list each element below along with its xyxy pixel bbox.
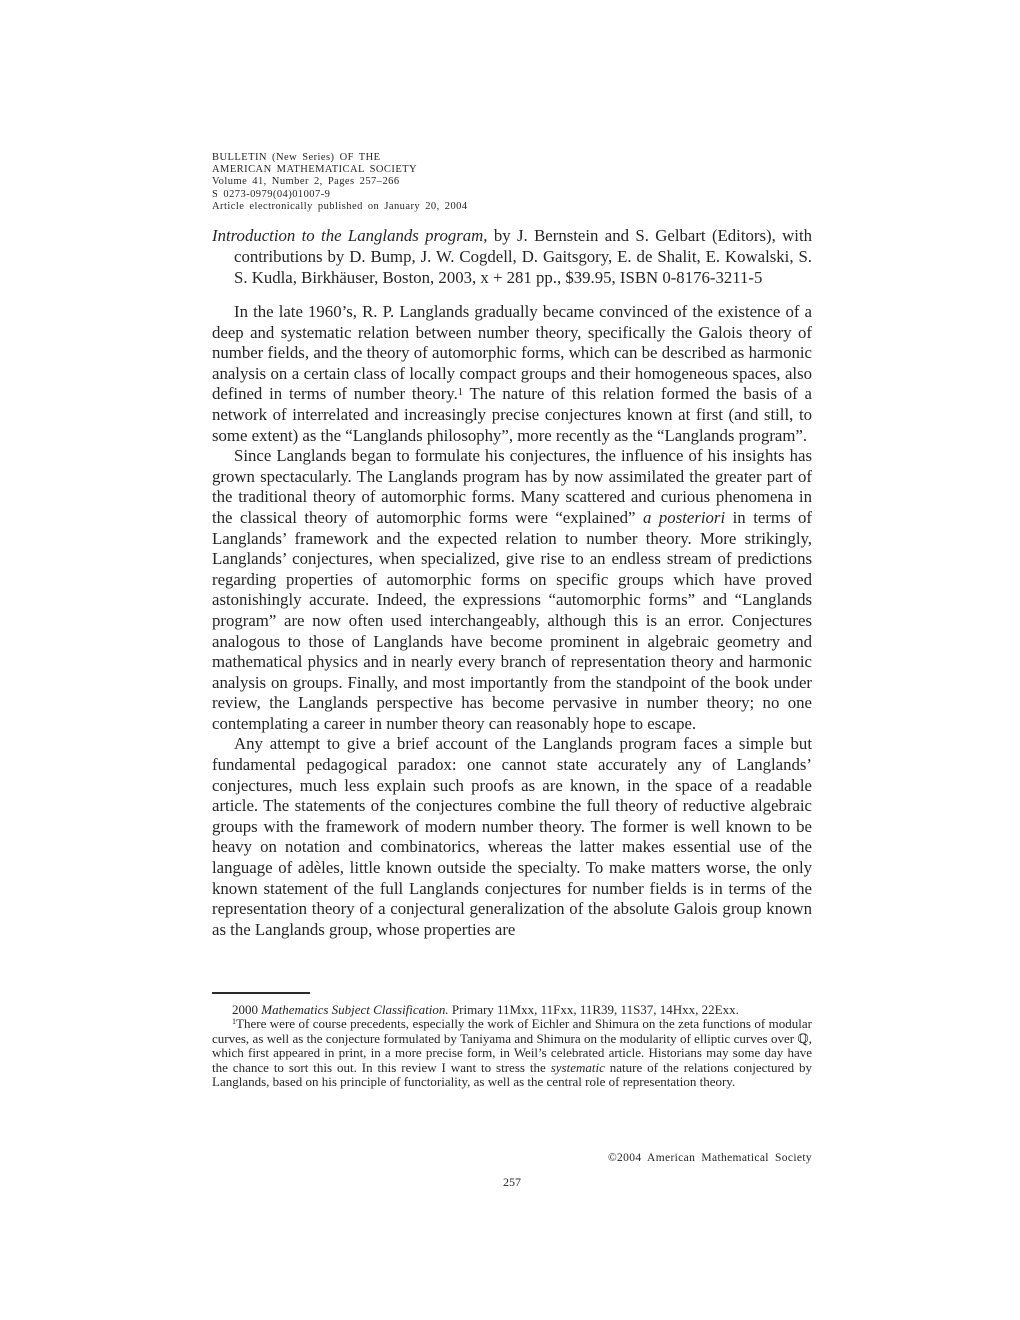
journal-header-line: Volume 41, Number 2, Pages 257–266: [212, 176, 400, 188]
journal-header-line: S 0273-0979(04)01007-9: [212, 188, 331, 200]
journal-header-line: Article electronically published on January 20, 2004: [212, 200, 468, 212]
book-reference: Introduction to the Langlands program, by J. Bernstein and S. Gelbart (Editors), with contributions by D. Bump, J. W. Cogdell, D. Gaitsgory, E. de Shalit, E. Kowalski, S. S. Kudla, Birkhäuser, Boston, 2003, x + 281 pp., $39.95, ISBN 0-8176-3211-5: [212, 226, 812, 288]
journal-header: [212, 152, 812, 213]
review-paragraph-3: Any attempt to give a brief account of the Langlands program faces a simple but fundamental pedagogical paradox: one cannot state accurately any of Langlands’ conjectures, much less explain such proofs as are known, in the space of a readable article. The statements of the conjectures combine the full theory of reductive algebraic groups with the framework of modern number theory. The former is well known to be heavy on notation and combinatorics, whereas the latter makes essential use of the language of adèles, little known outside the specialty. To make matters worse, the only known statement of the full Langlands conjectures for number fields is in terms of the representation theory of a conjectural generalization of the absolute Galois group known as the Langlands group, whose properties are: [212, 734, 812, 939]
journal-header-line: AMERICAN MATHEMATICAL SOCIETY: [212, 164, 418, 176]
review-paragraph-1: In the late 1960’s, R. P. Langlands gradually became convinced of the existence of a deep and systematic relation between number theory, specifically the Galois theory of number fields, and the theory of automorphic forms, which can be described as harmonic analysis on a certain class of locally compact groups and their homogeneous spaces, also defined in terms of number theory.$^1$ The nature of this relation formed the basis of a network of interrelated and increasingly precise conjectures known at first (and still, to some extent) as the “Langlands philosophy”, more recently as the “Langlands program”.: [212, 302, 812, 445]
review-body: [212, 302, 812, 940]
journal-header-line: BULLETIN (New Series) OF THE: [212, 152, 381, 163]
footnote-block: [212, 992, 812, 1090]
copyright-line: ©2004 American Mathematical Society: [607, 1152, 812, 1164]
footnote-1: $^1$There were of course precedents, especially the work of Eichler and Shimura on the zeta functions of modular curves, as well as the conjecture formulated by Taniyama and Shimura on the modularity of elliptic curves over ℚ, which first appeared in print, in a more precise form, in Weil’s celebrated article. Historians may some day have the chance to sort this out. In this review I want to stress the systematic nature of the relations conjectured by Langlands, based on his principle of functoriality, as well as the central role of representation theory.: [212, 1016, 813, 1090]
msc-line: 2000 Mathematics Subject Classification. Primary 11Mxx, 11Fxx, 11R39, 11S37, 14Hxx, 22Exx.: [232, 1001, 739, 1017]
page-number: 257: [503, 1175, 521, 1189]
footnote-rule: [212, 992, 310, 994]
review-paragraph-2: Since Langlands began to formulate his conjectures, the influence of his insights has grown spectacularly. The Langlands program has by now assimilated the greater part of the traditional theory of automorphic forms. Many scattered and curious phenomena in the classical theory of automorphic forms were “explained” a posteriori in terms of Langlands’ framework and the expected relation to number theory. More strikingly, Langlands’ conjectures, when specialized, give rise to an endless stream of predictions regarding properties of automorphic forms on specific groups which have proved astonishingly accurate. Indeed, the expressions “automorphic forms” and “Langlands program” are now often used interchangeably, although this is an error. Conjectures analogous to those of Langlands have become prominent in algebraic geometry and mathematical physics and in nearly every branch of representation theory and harmonic analysis on groups. Finally, and most importantly from the standpoint of the book under review, the Langlands perspective has become pervasive in number theory; no one contemplating a career in number theory can reasonably hope to escape.: [212, 446, 812, 733]
text-column: [212, 152, 812, 940]
